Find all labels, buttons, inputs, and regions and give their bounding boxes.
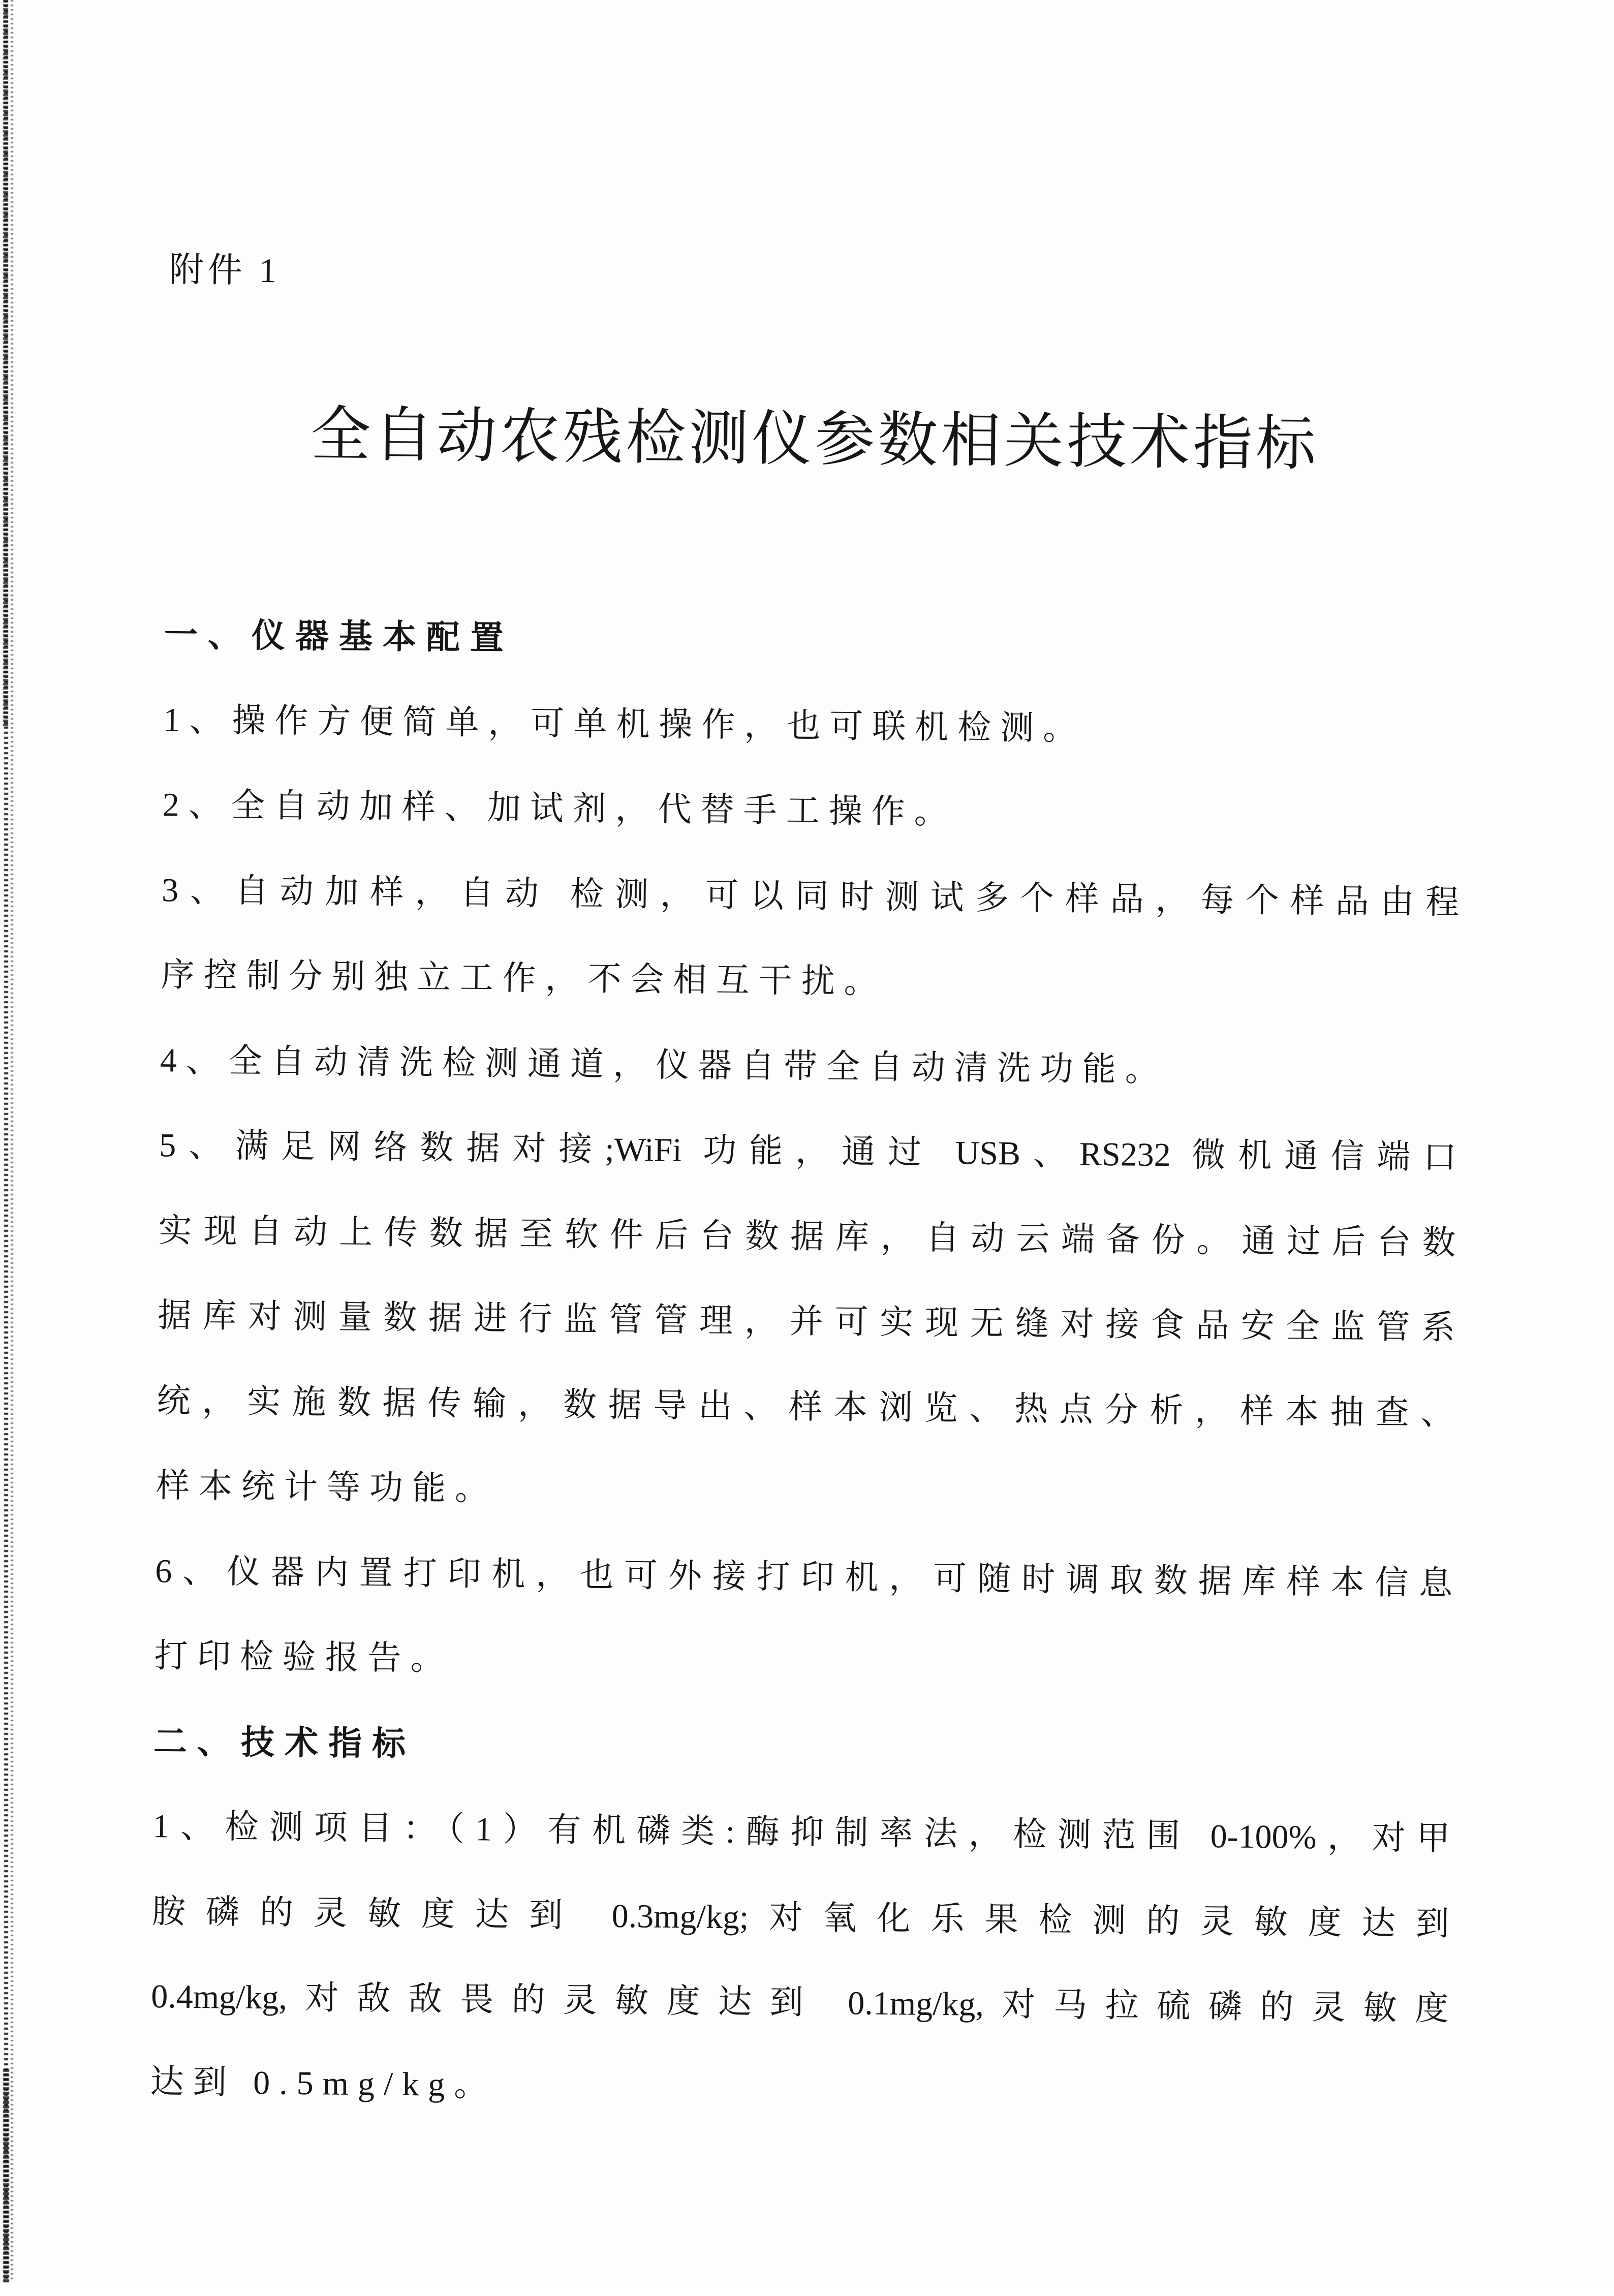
body-line: 0.4mg/kg,对敌敌畏的灵敏度达到 0.1mg/kg,对马拉硫磷的灵敏度 bbox=[150, 1978, 1449, 2028]
attachment-label: 附件 1 bbox=[169, 250, 281, 290]
body-line: 3、自动加样，自动 检测，可以同时测试多个样品，每个样品由程 bbox=[161, 871, 1460, 921]
body-line: 胺磷的灵敏度达到 0.3mg/kg;对氧化乐果检测的灵敏度达到 bbox=[151, 1892, 1450, 1943]
body-line: 序控制分别独立工作，不会相互干扰。 bbox=[161, 956, 887, 1001]
body-line: 打印检验报告。 bbox=[154, 1637, 454, 1678]
body-line: 1、操作方便简单，可单机操作，也可联机检测。 bbox=[163, 701, 1086, 748]
body-line: 据库对测量数据进行监管管理，并可实现无缝对接食品安全监管系 bbox=[157, 1297, 1455, 1347]
section-heading-2: 二、技术指标 bbox=[153, 1722, 416, 1762]
document-title: 全自动农残检测仪参数相关技术指标 bbox=[310, 401, 1319, 478]
body-line: 1、检测项目：（1）有机磷类:酶抑制率法，检测范围 0-100%，对甲 bbox=[152, 1808, 1450, 1857]
body-line: 6、仪器内置打印机，也可外接打印机，可随时调取数据库样本信息 bbox=[154, 1552, 1453, 1602]
document-body bbox=[150, 592, 1462, 2136]
body-line: 达到 0.5mg/kg。 bbox=[150, 2063, 497, 2104]
body-line: 统，实施数据传输，数据导出、样本浏览、热点分析，样本抽查、 bbox=[157, 1382, 1454, 1432]
body-line: 5、满足网络数据对接;WiFi 功能，通过 USB、RS232 微机通信端口 bbox=[159, 1127, 1457, 1176]
body-line: 4、全自动清洗检测通道，仪器自带全自动清洗功能。 bbox=[160, 1041, 1168, 1089]
body-line: 2、全自动加样、加试剂，代替手工操作。 bbox=[162, 786, 957, 831]
body-line: 实现自动上传数据至软件后台数据库，自动云端备份。通过后台数 bbox=[158, 1212, 1456, 1262]
section-heading-1: 一、仪器基本配置 bbox=[164, 615, 514, 657]
body-line: 样本统计等功能。 bbox=[156, 1467, 498, 1508]
